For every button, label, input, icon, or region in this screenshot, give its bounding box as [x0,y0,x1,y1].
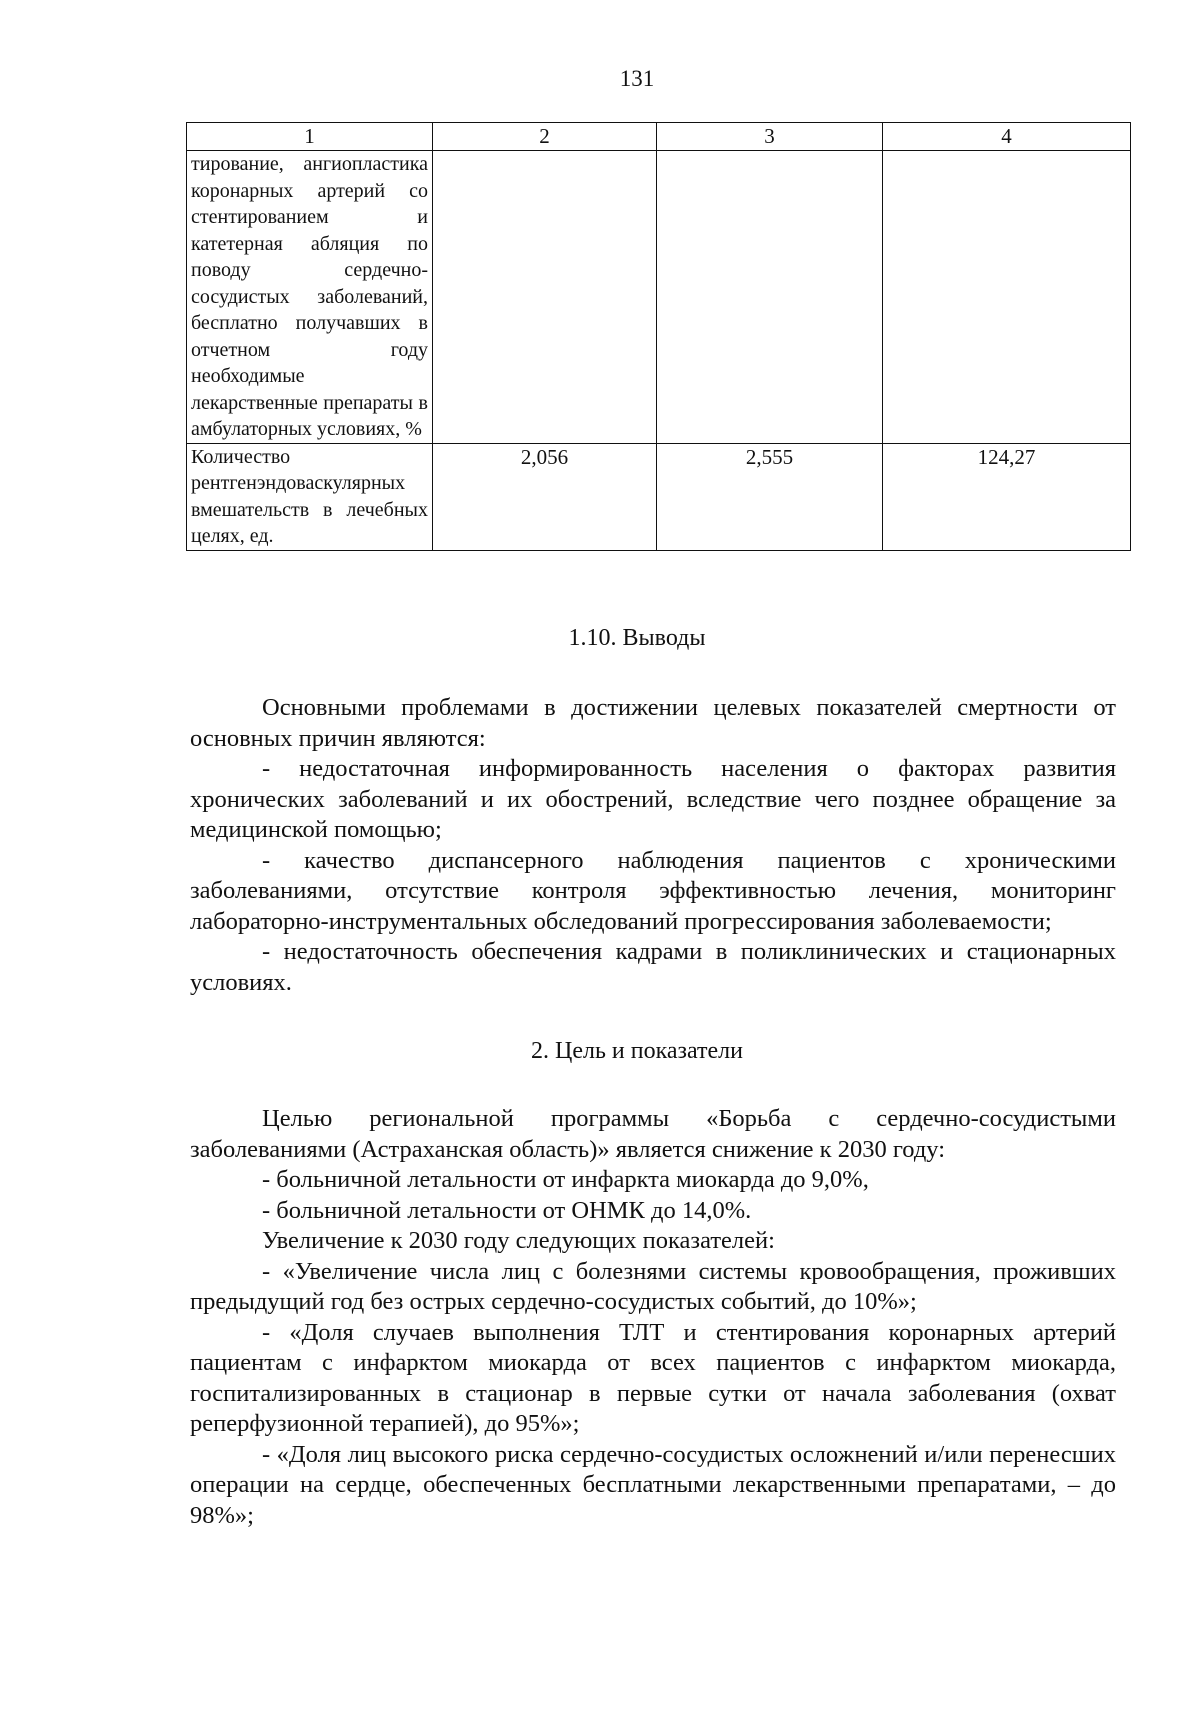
conclusions-item: - качество диспансерного наблюдения пациентов с хроническими заболеваниями, отсутствие контроля эффективностью лечения, мониторинг лабораторно-инструментальных обследований прогрессирования заболеваемости; [190,846,1116,935]
table-header-col-1: 1 [187,123,433,151]
table-cell-value: 2,056 [433,443,657,550]
table-header-row [187,123,1131,151]
section-heading-conclusions: 1.10. Выводы [568,625,706,651]
table-cell-value: 2,555 [657,443,883,550]
goals-item: - «Доля лиц высокого риска сердечно-сосудистых осложнений и/или перенесших операции на сердце, обеспеченных бесплатными лекарственными препаратами, – до 98%»; [190,1440,1116,1529]
table-header-col-2: 2 [433,123,657,151]
table-header-col-4: 4 [883,123,1131,151]
goals-subheading: Увеличение к 2030 году следующих показателей: [262,1227,775,1254]
table-cell-label: Количество рентгенэндоваскулярных вмешательств в лечебных целях, ед. [187,443,433,550]
table-header-col-3: 3 [657,123,883,151]
table-cell-value [657,151,883,444]
table-cell-value: 124,27 [883,443,1131,550]
conclusions-item: - недостаточность обеспечения кадрами в поликлинических и стационарных условиях. [190,938,1116,996]
table-cell-label: тирование, ангиопластика коронарных артерий со стентированием и катетерная абляция по поводу сердечно-сосудистых заболеваний, бесплатно получавших в отчетном году необходимые лекарственные препараты в амбулаторных условиях, % [187,151,433,444]
section-heading-goals: 2. Цель и показатели [530,1038,743,1064]
goals-item: - «Доля случаев выполнения ТЛТ и стентирования коронарных артерий пациентам с инфарктом миокарда от всех пациентов с инфарктом миокарда, госпитализированных в стационар в первые сутки от начала заболевания (охват реперфузионной терапией), до 95%»; [190,1318,1116,1437]
conclusions-item: - недостаточная информированность населения о факторах развития хронических заболеваний и их обострений, вследствие чего позднее обращение за медицинской помощью; [190,755,1116,843]
table-cell-value [883,151,1131,444]
page-number: 131 [619,66,655,91]
table-cell-value [433,151,657,444]
goals-intro: Целью региональной программы «Борьба с сердечно-сосудистыми заболеваниями (Астраханская область)» является снижение к 2030 году: [190,1105,1116,1163]
table-row [187,151,1131,444]
goals-item: - больничной летальности от ОНМК до 14,0%. [262,1196,752,1224]
conclusions-body [190,693,1116,998]
goals-item: - больничной летальности от инфаркта миокарда до 9,0%, [262,1166,869,1193]
goals-item: - «Увеличение числа лиц с болезнями системы кровообращения, проживших предыдущий год без острых сердечно-сосудистых событий, до 10%»; [190,1257,1116,1315]
indicators-table [186,122,1131,551]
conclusions-intro: Основными проблемами в достижении целевых показателей смертности от основных причин являются: [190,694,1116,752]
goals-body [190,1104,1116,1531]
table-row [187,443,1131,550]
